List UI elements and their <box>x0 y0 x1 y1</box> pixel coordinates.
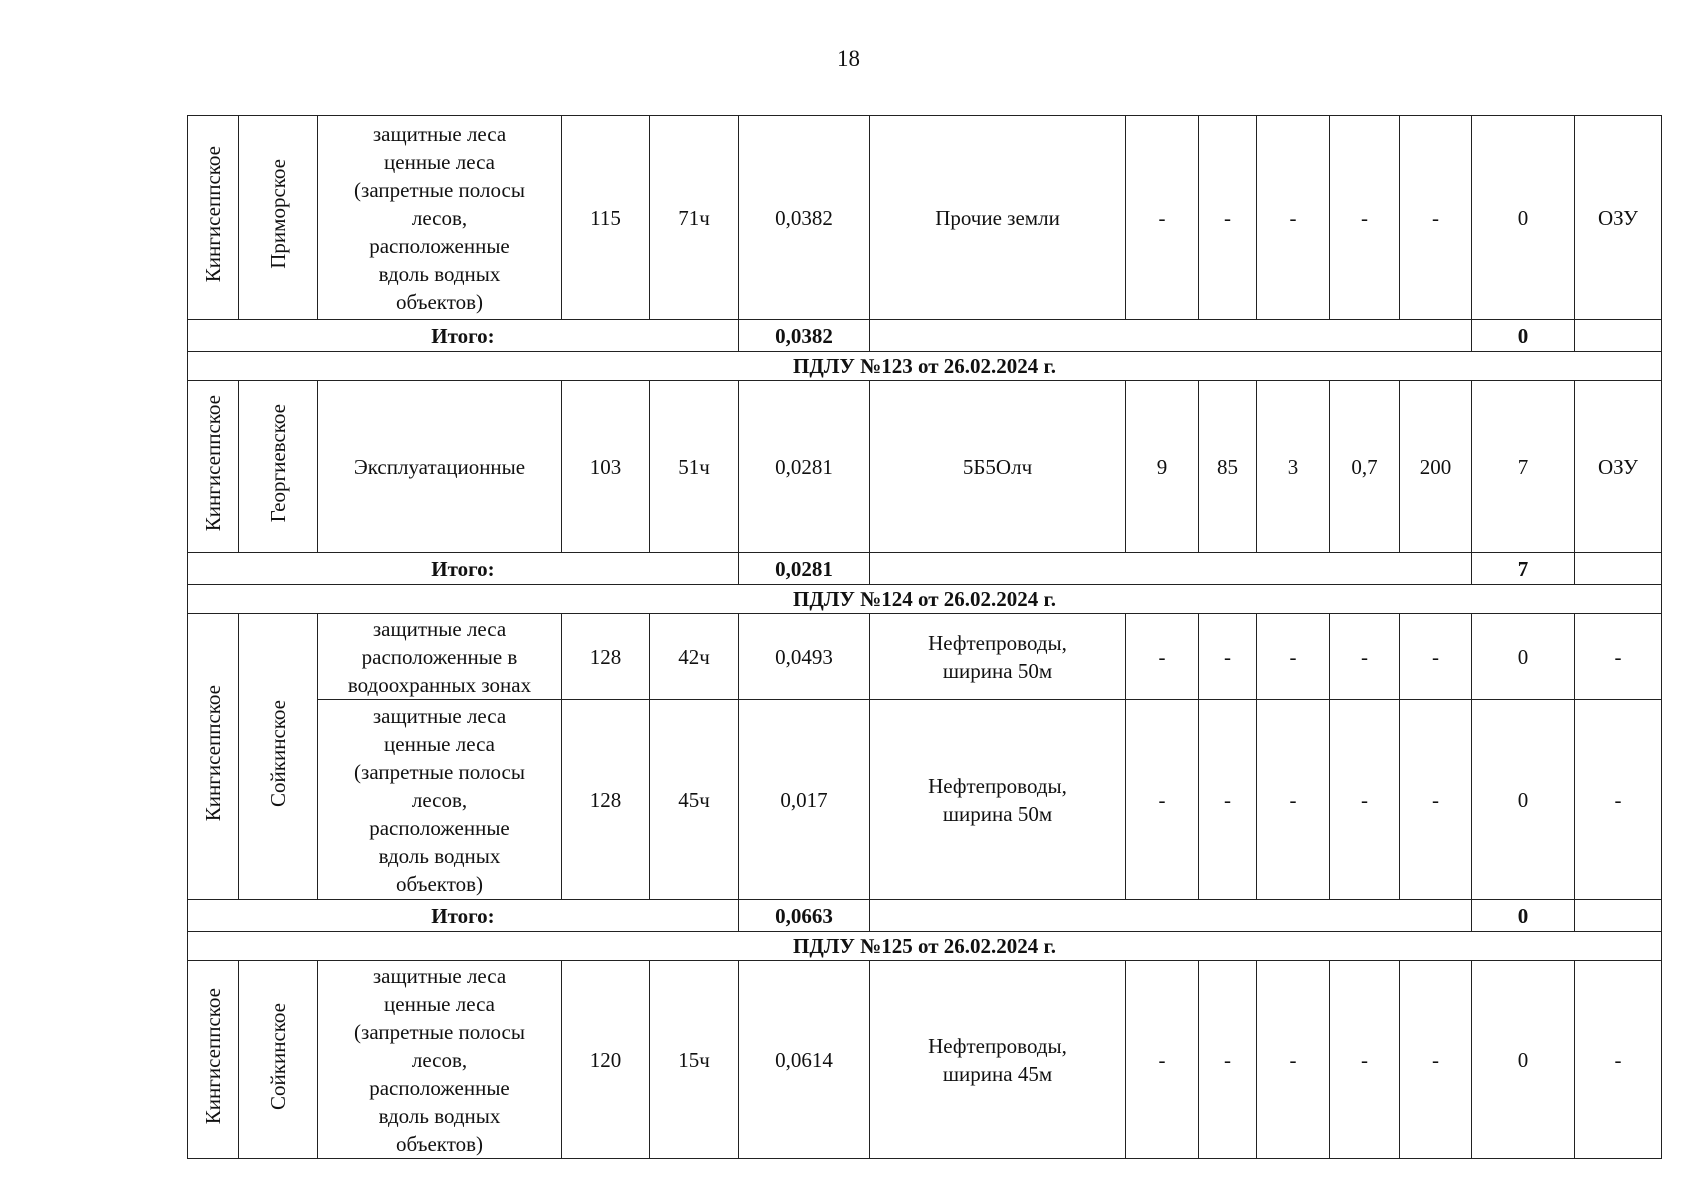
kvartal-cell: 120 <box>562 961 650 1159</box>
c2-cell: - <box>1199 961 1257 1159</box>
total-label: Итого: <box>188 553 739 585</box>
forestry-cell <box>239 614 318 900</box>
c4-cell: 0,7 <box>1330 381 1400 553</box>
c6-cell: 0 <box>1472 700 1575 900</box>
section-header-row <box>188 932 1662 961</box>
area-cell: 0,0382 <box>739 116 870 320</box>
c1-cell: - <box>1126 700 1199 900</box>
total-empty <box>1575 900 1662 932</box>
kvartal-cell: 128 <box>562 614 650 700</box>
forestry-cell <box>239 381 318 553</box>
total-gap <box>870 320 1472 352</box>
c2-cell: - <box>1199 700 1257 900</box>
c3-cell: - <box>1257 961 1330 1159</box>
c5-cell: - <box>1400 116 1472 320</box>
vydel-cell: 71ч <box>650 116 739 320</box>
forestry-label: Сойкинское <box>266 699 290 807</box>
vydel-cell: 15ч <box>650 961 739 1159</box>
category-cell <box>318 961 562 1159</box>
c7-cell: ОЗУ <box>1575 381 1662 553</box>
section-header: ПДЛУ №123 от 26.02.2024 г. <box>188 352 1662 381</box>
section-header-row <box>188 585 1662 614</box>
total-value: 0 <box>1472 900 1575 932</box>
purpose-cell: 5Б5Олч <box>870 381 1126 553</box>
total-value: 0 <box>1472 320 1575 352</box>
total-value: 7 <box>1472 553 1575 585</box>
total-empty <box>1575 553 1662 585</box>
total-empty <box>1575 320 1662 352</box>
c7-cell: - <box>1575 961 1662 1159</box>
c4-cell: - <box>1330 116 1400 320</box>
table-row <box>188 614 1662 700</box>
total-area: 0,0382 <box>739 320 870 352</box>
c1-cell: 9 <box>1126 381 1199 553</box>
forestry-label: Георгиевское <box>266 403 290 523</box>
area-cell: 0,017 <box>739 700 870 900</box>
section-header: ПДЛУ №125 от 26.02.2024 г. <box>188 932 1662 961</box>
total-row <box>188 320 1662 352</box>
category-cell <box>318 614 562 700</box>
c6-cell: 0 <box>1472 961 1575 1159</box>
c1-cell: - <box>1126 116 1199 320</box>
c5-cell: - <box>1400 614 1472 700</box>
area-cell: 0,0493 <box>739 614 870 700</box>
forestry-cell <box>239 961 318 1159</box>
forestry-cell <box>239 116 318 320</box>
total-gap <box>870 553 1472 585</box>
total-row <box>188 900 1662 932</box>
c2-cell: 85 <box>1199 381 1257 553</box>
c3-cell: - <box>1257 116 1330 320</box>
total-label: Итого: <box>188 320 739 352</box>
total-row <box>188 553 1662 585</box>
purpose-cell: Прочие земли <box>870 116 1126 320</box>
land-table <box>187 115 1662 1159</box>
district-cell <box>188 116 239 320</box>
vydel-cell: 42ч <box>650 614 739 700</box>
category-text: защитные леса ценные леса (запретные полосы лесов, расположенные вдоль водных объектов) <box>354 963 525 1156</box>
vydel-cell: 45ч <box>650 700 739 900</box>
kvartal-cell: 115 <box>562 116 650 320</box>
category-text: Эксплуатационные <box>353 454 526 479</box>
c2-cell: - <box>1199 116 1257 320</box>
total-gap <box>870 900 1472 932</box>
c5-cell: 200 <box>1400 381 1472 553</box>
district-label: Кингисеппское <box>201 987 225 1125</box>
c6-cell: 7 <box>1472 381 1575 553</box>
total-area: 0,0281 <box>739 553 870 585</box>
purpose-cell: Нефтепроводы, ширина 50м <box>870 700 1126 900</box>
purpose-cell: Нефтепроводы, ширина 45м <box>870 961 1126 1159</box>
area-cell: 0,0281 <box>739 381 870 553</box>
district-label: Кингисеппское <box>201 145 225 283</box>
purpose-cell: Нефтепроводы, ширина 50м <box>870 614 1126 700</box>
c7-cell: - <box>1575 700 1662 900</box>
district-label: Кингисеппское <box>201 394 225 532</box>
c5-cell: - <box>1400 961 1472 1159</box>
c4-cell: - <box>1330 961 1400 1159</box>
kvartal-cell: 128 <box>562 700 650 900</box>
c2-cell: - <box>1199 614 1257 700</box>
vydel-cell: 51ч <box>650 381 739 553</box>
section-header-row <box>188 352 1662 381</box>
c6-cell: 0 <box>1472 614 1575 700</box>
c1-cell: - <box>1126 961 1199 1159</box>
district-label: Кингисеппское <box>201 684 225 822</box>
table-row <box>188 116 1662 320</box>
district-cell <box>188 614 239 900</box>
c1-cell: - <box>1126 614 1199 700</box>
category-text: защитные леса расположенные в водоохранных зонах <box>347 616 532 697</box>
c4-cell: - <box>1330 700 1400 900</box>
district-cell <box>188 381 239 553</box>
total-area: 0,0663 <box>739 900 870 932</box>
c3-cell: - <box>1257 614 1330 700</box>
category-cell <box>318 116 562 320</box>
c7-cell: ОЗУ <box>1575 116 1662 320</box>
c7-cell: - <box>1575 614 1662 700</box>
category-text: защитные леса ценные леса (запретные полосы лесов, расположенные вдоль водных объектов) <box>354 703 525 896</box>
forestry-label: Приморское <box>266 159 290 269</box>
total-label: Итого: <box>188 900 739 932</box>
c3-cell: 3 <box>1257 381 1330 553</box>
district-cell <box>188 961 239 1159</box>
forestry-label: Сойкинское <box>266 1002 290 1110</box>
category-cell <box>318 700 562 900</box>
table-row <box>188 961 1662 1159</box>
c5-cell: - <box>1400 700 1472 900</box>
area-cell: 0,0614 <box>739 961 870 1159</box>
table-row <box>188 700 1662 900</box>
page-number: 18 <box>837 46 860 71</box>
c4-cell: - <box>1330 614 1400 700</box>
c6-cell: 0 <box>1472 116 1575 320</box>
category-cell <box>318 381 562 553</box>
table-row <box>188 381 1662 553</box>
section-header: ПДЛУ №124 от 26.02.2024 г. <box>188 585 1662 614</box>
c3-cell: - <box>1257 700 1330 900</box>
kvartal-cell: 103 <box>562 381 650 553</box>
category-text: защитные леса ценные леса (запретные полосы лесов, расположенные вдоль водных объектов) <box>354 121 525 314</box>
